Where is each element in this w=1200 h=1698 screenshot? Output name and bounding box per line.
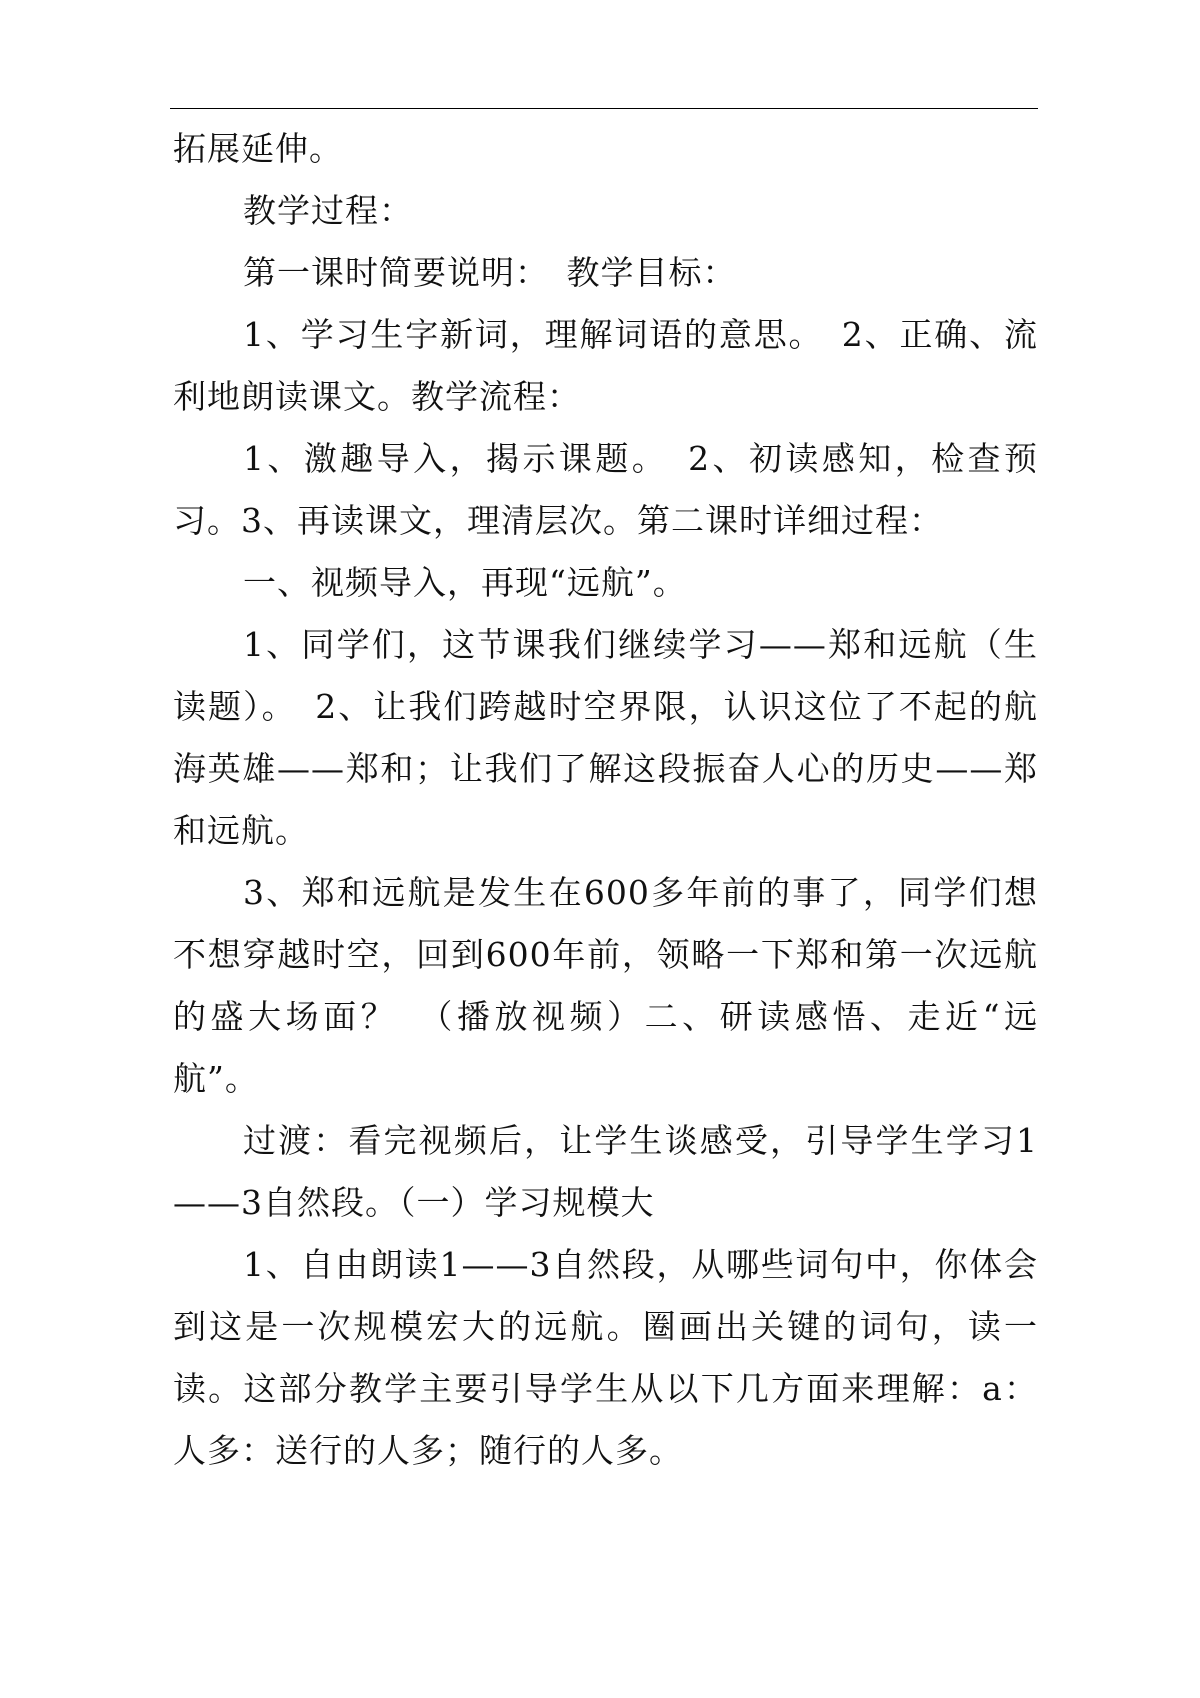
paragraph: 一、视频导入，再现“远航”。 [243, 563, 687, 602]
paragraph: 1、同学们，这节课我们继续学习——郑和远航（生读题）。 2、让我们跨越时空界限，认识这位了不起的航海英雄——郑和；让我们了解这段振奋人心的历史——郑和远航。 [173, 625, 1038, 850]
header-rule [170, 108, 1038, 109]
paragraph: 1、激趣导入，揭示课题。 2、初读感知，检查预习。3、再读课文，理清层次。第二课时详细过程： [173, 439, 1038, 540]
paragraph: 3、郑和远航是发生在600多年前的事了，同学们想不想穿越时空，回到600年前，领略一下郑和第一次远航的盛大场面？ （播放视频）二、研读感悟、走近“远航”。 [173, 873, 1038, 1098]
paragraph: 过渡：看完视频后，让学生谈感受，引导学生学习1——3自然段。（一）学习规模大 [173, 1121, 1038, 1222]
paragraph: 1、学习生字新词，理解词语的意思。 2、正确、流利地朗读课文。教学流程： [173, 315, 1038, 416]
paragraph: 1、自由朗读1——3自然段，从哪些词句中，你体会到这是一次规模宏大的远航。圈画出关键的词句，读一读。这部分教学主要引导学生从以下几方面来理解：a：人多：送行的人多；随行的人多。 [173, 1245, 1038, 1470]
paragraph: 第一课时简要说明： 教学目标： [243, 253, 737, 292]
paragraph: 教学过程： [243, 191, 413, 230]
paragraph: 拓展延伸。 [173, 129, 343, 168]
document-body [173, 118, 1038, 1482]
